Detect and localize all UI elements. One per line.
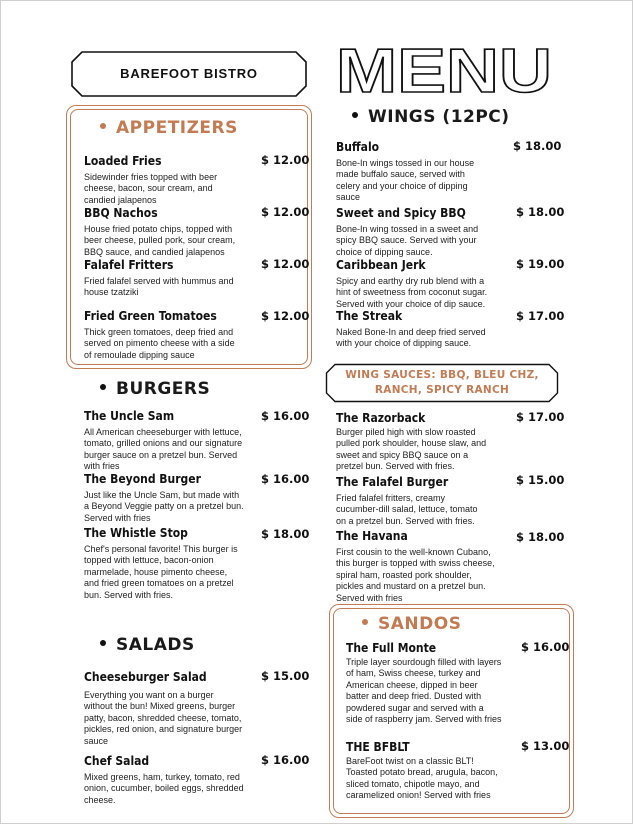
item-name: Loaded Fries [84, 154, 162, 168]
menu-item [84, 206, 244, 258]
item-name: Cheeseburger Salad [84, 670, 207, 684]
menu-item [84, 154, 244, 206]
wings-heading [352, 107, 510, 127]
menu-title [336, 42, 556, 98]
menu-item [84, 670, 244, 747]
item-description: Mixed greens, ham, turkey, tomato, red onion, cucumber, boiled eggs, shredded cheese. [84, 772, 244, 805]
item-name: THE BFBLT [346, 740, 410, 754]
item-description: Bone-In wings tossed in our house made buffalo sauce, served with celery and your choice of dipping sauce [336, 158, 475, 203]
menu-item [336, 140, 486, 204]
item-name: The Streak [336, 309, 403, 323]
menu-item [84, 526, 244, 601]
item-name: The Uncle Sam [84, 409, 175, 423]
item-price: $ 15.00 [261, 669, 310, 683]
menu-item [336, 309, 486, 350]
item-description: House fried potato chips, topped with beer cheese, pulled pork, sour cream, BBQ sauce, and candied jalapenos [84, 224, 236, 257]
item-name: The Falafel Burger [336, 475, 449, 489]
item-description: Burger piled high with slow roasted pulled pork shoulder, house slaw, and sweet and spicy BBQ sauce on a pretzel bun. Served with fries. [336, 427, 487, 472]
burgers-title: BURGERS [116, 379, 211, 399]
wing-sauces-text: WING SAUCES: BBQ, BLEU CHZ, RANCH, SPICY RANCH [345, 369, 539, 396]
item-price: $ 18.00 [516, 530, 565, 544]
item-name: Caribbean Jerk [336, 258, 426, 272]
item-name: The Havana [336, 529, 408, 543]
item-price: $ 19.00 [516, 257, 565, 271]
salads-heading [100, 635, 195, 655]
item-name: The Whistle Stop [84, 526, 188, 540]
item-price: $ 12.00 [261, 205, 310, 219]
item-name: The Razorback [336, 411, 426, 425]
menu-title-text: MENU [336, 42, 552, 98]
item-name: The Beyond Burger [84, 472, 201, 486]
item-price: $ 15.00 [516, 473, 565, 487]
menu-item [84, 754, 244, 806]
item-price: $ 12.00 [261, 309, 310, 323]
menu-item [336, 411, 496, 473]
appetizers-heading [100, 118, 238, 138]
item-description: Spicy and earthy dry rub blend with a hint of sweetness from coconut sugar. Served with your choice of dip sauce. [336, 276, 488, 309]
item-description: Chef's personal favorite! This burger is topped with lettuce, bacon-onion marmelade, house pimento cheese, and fried green tomatoes on a pretzel bun. Served with fries. [84, 544, 238, 600]
menu-item [336, 529, 496, 604]
item-name: BBQ Nachos [84, 206, 158, 220]
bullet-icon [100, 123, 106, 129]
wing-sauces-banner [325, 363, 559, 403]
bullet-icon [100, 384, 106, 390]
item-description: First cousin to the well-known Cubano, this burger is topped with swiss cheese, spiral ham, roasted pork shoulder, pickles and mustard on a pretzel bun. Served with fries [336, 547, 495, 603]
item-description: Everything you want on a burger without the bun! Mixed greens, burger patty, bacon, shredded cheese, tomato, pickles, red onion, and signature burger sauce [84, 690, 243, 746]
menu-item [84, 309, 244, 361]
salads-title: SALADS [116, 635, 195, 655]
menu-item [336, 206, 486, 258]
item-price: $ 18.00 [513, 139, 562, 153]
item-price: $ 13.00 [521, 739, 570, 753]
item-name: Sweet and Spicy BBQ [336, 206, 466, 220]
item-price: $ 18.00 [516, 205, 565, 219]
item-description: Bone-In wing tossed in a sweet and spicy BBQ sauce. Served with your choice of dipping sauce. [336, 224, 479, 257]
item-price: $ 16.00 [521, 640, 570, 654]
item-description: All American cheeseburger with lettuce, tomato, grilled onions and our signature burger sauce on a pretzel bun. Served with fries [84, 427, 243, 472]
menu-item [346, 641, 502, 725]
burgers-heading [100, 379, 210, 399]
sandos-title: SANDOS [378, 614, 462, 634]
bullet-icon [352, 112, 358, 118]
item-description: Thick green tomatoes, deep fried and served on pimento cheese with a side of remoulade dipping sauce [84, 327, 235, 360]
item-description: Fried falafel served with hummus and house tzatziki [84, 276, 234, 298]
sandos-heading [362, 614, 461, 634]
item-price: $ 18.00 [261, 527, 310, 541]
item-description: Sidewinder fries topped with beer cheese, bacon, sour cream, and candied jalapenos [84, 172, 218, 205]
item-name: The Full Monte [346, 641, 437, 655]
restaurant-name-banner [70, 50, 308, 98]
item-description: Fried falafel fritters, creamy cucumber-dill salad, lettuce, tomato on a pretzel bun. Served with fries. [336, 493, 478, 526]
menu-item [84, 472, 244, 524]
appetizers-title: APPETIZERS [116, 118, 238, 138]
item-name: Buffalo [336, 140, 380, 154]
item-price: $ 16.00 [261, 753, 310, 767]
item-name: Fried Green Tomatoes [84, 309, 217, 323]
item-name: Falafel Fritters [84, 258, 174, 272]
item-description: Just like the Uncle Sam, but made with a Beyond Veggie patty on a pretzel bun. Served with fries [84, 490, 244, 523]
menu-item [84, 409, 244, 473]
menu-item [84, 258, 244, 299]
wings-title: WINGS (12PC) [368, 107, 510, 127]
item-price: $ 12.00 [261, 257, 310, 271]
item-price: $ 17.00 [516, 410, 565, 424]
menu-item [336, 258, 488, 310]
item-price: $ 17.00 [516, 309, 565, 323]
menu-item [336, 475, 488, 527]
item-name: Chef Salad [84, 754, 150, 768]
item-price: $ 16.00 [261, 472, 310, 486]
item-description: Naked Bone-In and deep fried served with your choice of dipping sauce. [336, 327, 486, 349]
bullet-icon [362, 619, 368, 625]
item-price: $ 16.00 [261, 409, 310, 423]
menu-item [346, 740, 502, 802]
bullet-icon [100, 640, 106, 646]
restaurant-name: BAREFOOT BISTRO [120, 66, 258, 81]
item-description: Triple layer sourdough filled with layers of ham, Swiss cheese, turkey and American cheese, dipped in beer batter and deep fried. Dusted with powdered sugar and served with a side of raspberry jam. Served with fries [346, 657, 502, 725]
item-description: BareFoot twist on a classic BLT! Toasted potato bread, arugula, bacon, sliced tomato, chipotle mayo, and caramelized onion! Served with fries [346, 756, 498, 801]
item-price: $ 12.00 [261, 153, 310, 167]
